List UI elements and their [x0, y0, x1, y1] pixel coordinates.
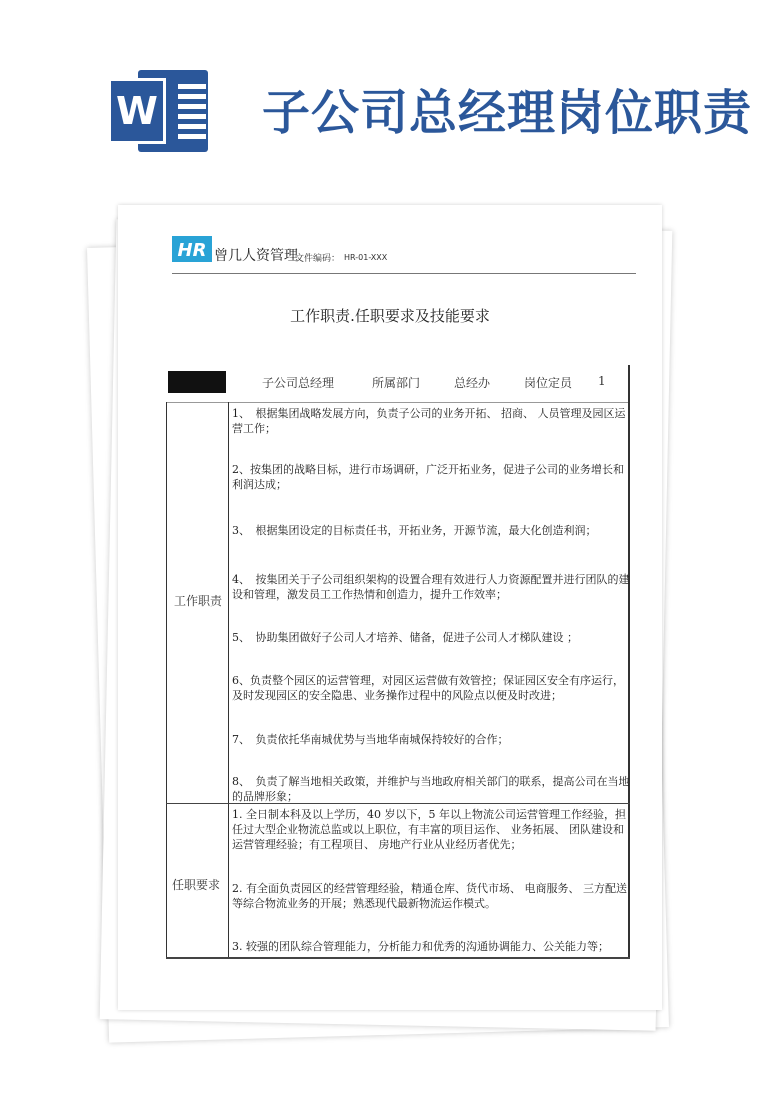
duty-item: 8、 负责了解当地相关政策，并维护与当地政府相关部门的联系，提高公司在当地的品牌形象；: [232, 775, 630, 803]
duty-item: 3、 根据集团设定的目标责任书，开拓业务，开源节流，最大化创造利润；: [232, 524, 597, 537]
redacted-block: [168, 371, 226, 393]
table-column-divider: [228, 402, 229, 957]
logo-text: HR: [177, 240, 207, 261]
requirements-list: [232, 805, 628, 955]
duty-item: 6、负责整个园区的运营管理，对园区运营做有效管控；保证园区安全有序运行，及时发现园区的安全隐患、业务操作过程中的风险点以便及时改进；: [232, 674, 624, 702]
headcount-label: 岗位定员: [524, 376, 573, 390]
duties-list: [232, 402, 628, 802]
document-page: [118, 205, 662, 1010]
word-icon: [108, 70, 208, 152]
requirement-item: 2. 有全面负责园区的经营管理经验，精通仓库、货代市场、 电商服务、 三方配送等综合物流业务的开展；熟悉现代最新物流运作模式。: [232, 882, 627, 910]
duty-item: 1、 根据集团战略发展方向，负责子公司的业务开拓、 招商、 人员管理及园区运营工作；: [232, 407, 626, 435]
file-code-value: HR-01-XXX: [344, 253, 388, 262]
table-bottom-border: [166, 957, 630, 959]
header-rule: [172, 273, 636, 274]
duty-item: 7、 负责依托华南城优势与当地华南城保持较好的合作；: [232, 733, 509, 746]
table-left-border: [166, 402, 167, 957]
banner-title: 子公司总经理岗位职责: [262, 85, 753, 141]
dept-label: 所属部门: [372, 376, 421, 390]
company-name: 曾几人资管理: [214, 248, 298, 264]
word-letter: W: [108, 78, 166, 144]
table-right-border: [628, 365, 630, 957]
duty-item: 5、 协助集团做好子公司人才培养、储备，促进子公司人才梯队建设 ；: [232, 631, 578, 644]
company-logo-icon: [172, 236, 212, 262]
duties-label: 工作职责: [174, 594, 223, 608]
dept-value: 总经办: [454, 376, 491, 390]
duty-item: 4、 按集团关于子公司组织架构的设置合理有效进行人力资源配置并进行团队的建设和管理，激发员工工作热情和创造力，提升工作效率；: [232, 573, 630, 601]
headcount-value: 1: [598, 374, 606, 388]
duty-item: 2、按集团的战略目标，进行市场调研，广泛开拓业务，促进子公司的业务增长和利润达成；: [232, 463, 624, 491]
position-row: [166, 365, 630, 403]
requirement-item: 1. 全日制本科及以上学历，40 岁以下，5 年以上物流公司运营管理工作经验，担任过大型企业物流总监或以上职位，有丰富的项目运作、 业务拓展、 团队建设和运营管理经验；有工程项目、 房地产行业从业经历者优先；: [232, 808, 626, 851]
position-name: 子公司总经理: [262, 376, 335, 390]
document-title: 工作职责.任职要求及技能要求: [290, 307, 490, 325]
requirements-label: 任职要求: [172, 878, 221, 892]
requirement-item: 3. 较强的团队综合管理能力，分析能力和优秀的沟通协调能力、公关能力等；: [232, 940, 609, 953]
file-code-label: 文件编码：: [295, 254, 341, 264]
